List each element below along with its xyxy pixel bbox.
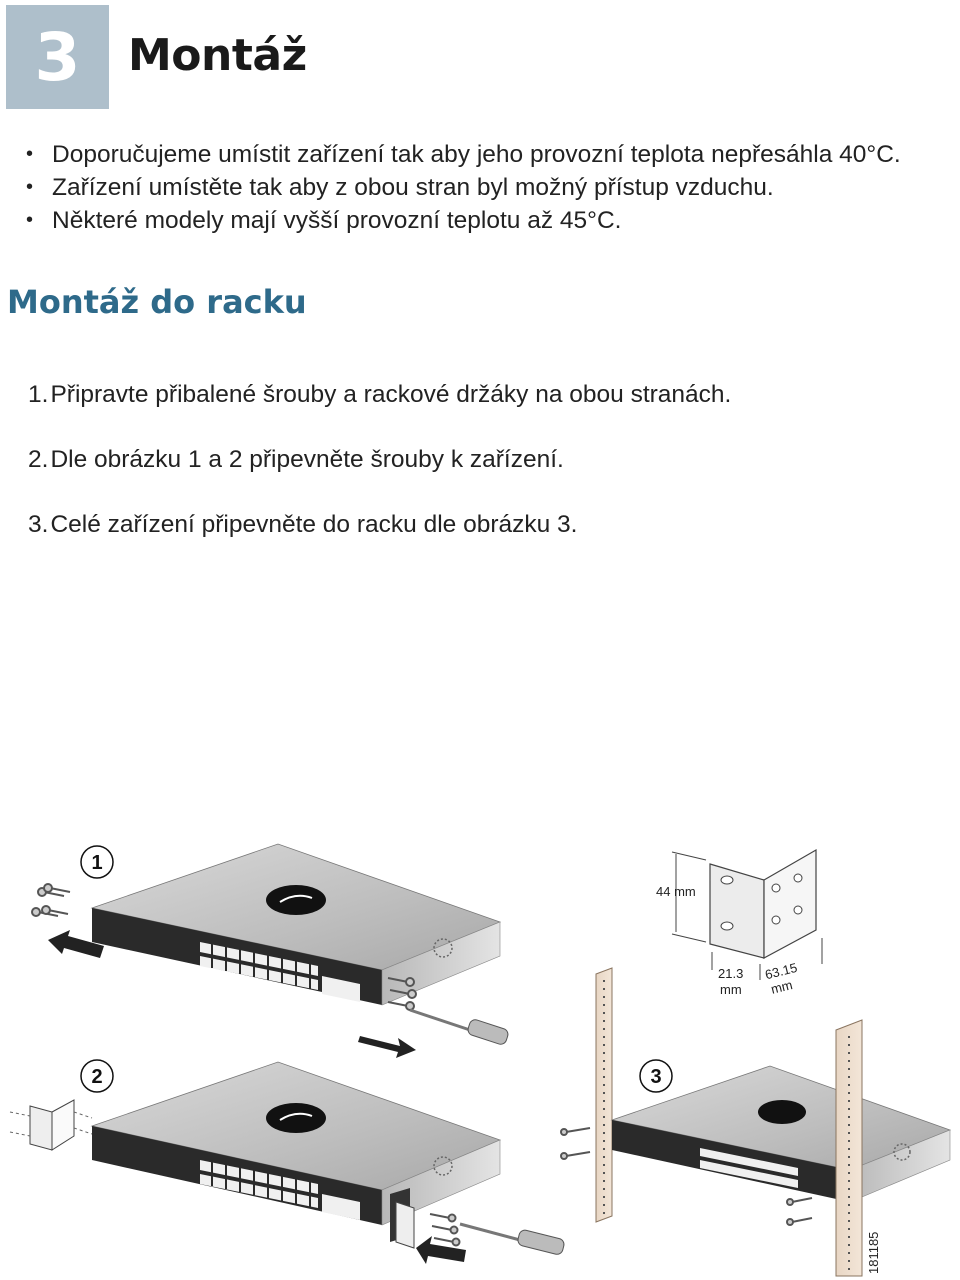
step-item	[28, 508, 731, 542]
screwdriver	[517, 1229, 566, 1256]
bracket-left	[30, 1106, 52, 1150]
step-2-diagram	[10, 1060, 565, 1264]
list-item: • Doporučujeme umístit zařízení tak aby jeho provozní teplota nepřesáhla 40°C.	[24, 138, 954, 171]
bracket-detail	[656, 850, 822, 997]
brand-logo	[266, 885, 326, 915]
step-1-diagram	[32, 844, 509, 1058]
step-3-diagram	[561, 968, 950, 1276]
rack-rail-left	[596, 968, 612, 1222]
bracket-plate	[764, 850, 816, 958]
step-text: Celé zařízení připevněte do racku dle obrázku 3.	[50, 511, 578, 538]
brand-logo	[266, 1103, 326, 1133]
screws-right	[430, 1214, 460, 1246]
steps-list	[28, 378, 731, 573]
requirements-list	[24, 138, 954, 237]
list-item: • Zařízení umístěte tak aby z obou stran byl možný přístup vzduchu.	[24, 171, 954, 204]
step-number: 1.	[28, 381, 49, 408]
step-item	[28, 378, 731, 412]
rack-mount-illustration	[0, 830, 960, 1280]
dimension-depth-a-unit: mm	[720, 982, 742, 997]
step-text: Dle obrázku 1 a 2 připevněte šrouby k zařízení.	[50, 446, 564, 473]
screwdriver-handle	[467, 1018, 510, 1046]
bracket-flange	[710, 864, 764, 958]
figure-id: 181185	[866, 1231, 881, 1274]
step-item	[28, 443, 731, 477]
step-number: 3.	[28, 511, 49, 538]
dimension-depth-b: 63.15	[763, 959, 799, 983]
dimension-height: 44 mm	[656, 884, 696, 899]
arrow-right	[358, 1036, 416, 1058]
chapter-number: 3	[34, 18, 81, 96]
step-text: Připravte přibalené šrouby a rackové držáky na obou stranách.	[50, 381, 732, 408]
screws-left	[32, 884, 70, 916]
screwdriver-shaft	[410, 1010, 470, 1030]
dimension-depth-b-unit: mm	[769, 977, 794, 997]
step-number: 2.	[28, 446, 49, 473]
chapter-number-box	[6, 5, 109, 109]
page-title: Montáž	[128, 30, 307, 81]
section-title: Montáž do racku	[7, 283, 307, 321]
brand-logo	[758, 1100, 806, 1124]
step-3-label: 3	[650, 1066, 662, 1088]
list-item: • Některé modely mají vyšší provozní teplotu až 45°C.	[24, 204, 954, 237]
step-1-label: 1	[91, 852, 103, 874]
step-2-label: 2	[91, 1066, 103, 1088]
dimension-depth-a: 21.3	[718, 966, 744, 981]
